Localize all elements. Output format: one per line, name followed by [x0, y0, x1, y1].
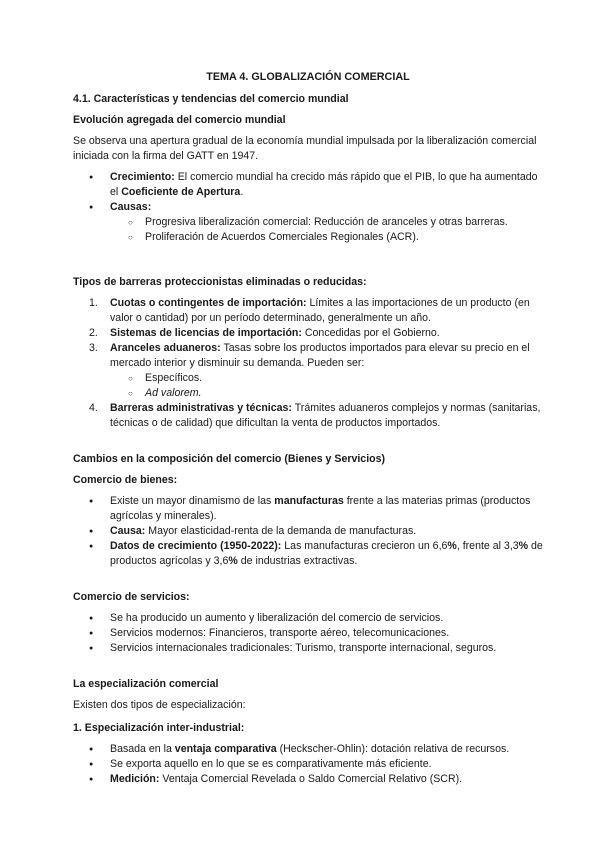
evolucion-intro: Se observa una apertura gradual de la economía mundial impulsada por la liberalización comercial iniciada con la firma del GATT en 1947. — [73, 135, 537, 162]
item-text: Tasas sobre los productos importados para elevar su precio en el mercado interior y disminuir su demanda. Pueden ser: — [110, 342, 530, 369]
text-segment: (Heckscher-Ohlin): dotación relativa de recursos. — [276, 743, 510, 755]
text-segment: Existe un mayor dinamismo de las — [110, 495, 275, 507]
text-segment: Basada en la — [110, 743, 175, 755]
bienes-list — [73, 494, 543, 569]
text-segment: de industrias extractivas. — [237, 555, 358, 567]
document-page — [73, 70, 543, 787]
list-item: ● Se exporta aquello en lo que se es comparativamente más eficiente. — [73, 757, 543, 772]
especializacion-heading: La especialización comercial — [73, 678, 219, 690]
item-label: Barreras administrativas y técnicas: — [110, 402, 292, 414]
item-text: Límites a las importaciones de un producto (en valor o cantidad) por un período determinado, generalmente un año. — [110, 297, 530, 324]
cambios-heading: Cambios en la composición del comercio (Bienes y Servicios) — [73, 453, 386, 465]
evolucion-list — [73, 170, 543, 245]
section-heading: 4.1. Características y tendencias del comercio mundial — [73, 93, 349, 105]
text-segment: frente a las materias primas (productos agrícolas y minerales). — [110, 495, 531, 522]
percent-sign: % — [228, 555, 238, 567]
sub-item-causa: ○ Proliferación de Acuerdos Comerciales Regionales (ACR). — [73, 230, 543, 245]
crecimiento-label: Crecimiento: — [110, 171, 175, 183]
list-item: ● Se ha producido un aumento y liberalización del comercio de servicios. — [73, 611, 543, 626]
causas-label: Causas: — [110, 201, 152, 213]
item-number: 4. — [89, 402, 98, 414]
percent-sign: % — [518, 540, 529, 552]
item-number: 2. — [89, 327, 98, 339]
list-item — [73, 524, 543, 539]
evolucion-heading: Evolución agregada del comercio mundial — [73, 114, 286, 126]
list-item: ● Servicios internacionales tradicionales: Turismo, transporte internacional, seguros. — [73, 641, 543, 656]
item-number: 3. — [89, 342, 98, 354]
text-segment: Ventaja Comercial Revelada o Saldo Comercial Relativo (SCR). — [159, 773, 463, 785]
text-segment: Las manufacturas crecieron un 6,6 — [281, 540, 448, 552]
ventaja-comparativa-bold: ventaja comparativa — [174, 743, 277, 755]
barreras-list — [73, 296, 543, 431]
document-title: TEMA 4. GLOBALIZACIÓN COMERCIAL — [206, 71, 410, 83]
list-item — [73, 539, 543, 569]
list-item — [73, 494, 543, 524]
especializacion-list — [73, 742, 543, 787]
period: . — [240, 186, 244, 198]
text-segment: de productos agrícolas y 3,6 — [110, 540, 543, 567]
barreras-heading: Tipos de barreras proteccionistas eliminadas o reducidas: — [73, 276, 367, 288]
item-label: Sistemas de licencias de importación: — [110, 327, 302, 339]
medicion-label: Medición: — [110, 773, 160, 785]
item-label: Cuotas o contingentes de importación: — [110, 297, 307, 309]
sub-item-arancel: ○ Específicos. — [73, 371, 543, 386]
numbered-item — [73, 326, 543, 341]
manufacturas-bold: manufacturas — [274, 495, 344, 507]
numbered-item — [73, 296, 543, 326]
numbered-item — [73, 401, 543, 431]
percent-sign: % — [447, 540, 457, 552]
list-item: ● Servicios modernos: Financieros, transporte aéreo, telecomunicaciones. — [73, 626, 543, 641]
crecimiento-text: El comercio mundial ha crecido más rápido que el PIB, lo que ha aumentado el — [110, 171, 538, 198]
sub-item-causa: ○ Progresiva liberalización comercial: Reducción de aranceles y otras barreras. — [73, 215, 543, 230]
list-item — [73, 772, 543, 787]
text-segment: Mayor elasticidad-renta de la demanda de manufacturas. — [145, 525, 417, 537]
bienes-heading: Comercio de bienes: — [73, 474, 178, 486]
item-label: Aranceles aduaneros: — [110, 342, 221, 354]
list-item-causas — [73, 200, 543, 215]
datos-label: Datos de crecimiento (1950-2022): — [110, 540, 282, 552]
coeficiente-apertura: Coeficiente de Apertura — [121, 186, 241, 198]
numbered-item — [73, 341, 543, 371]
ad-valorem-text: Ad valorem. — [145, 387, 202, 399]
item-text: Trámites aduaneros complejos y normas (sanitarias, técnicas o de calidad) que dificultan la venta de productos importados. — [110, 402, 541, 429]
servicios-list — [73, 611, 543, 656]
item-number: 1. — [89, 297, 98, 309]
inter-industrial-heading: 1. Especialización inter-industrial: — [73, 722, 245, 734]
list-item — [73, 742, 543, 757]
text-segment: , frente al 3,3 — [456, 540, 519, 552]
list-item-crecimiento — [73, 170, 543, 200]
sub-item-arancel — [73, 386, 543, 401]
especializacion-intro: Existen dos tipos de especialización: — [73, 699, 246, 711]
item-text: Concedidas por el Gobierno. — [301, 327, 440, 339]
causa-label: Causa: — [110, 525, 146, 537]
servicios-heading: Comercio de servicios: — [73, 591, 190, 603]
